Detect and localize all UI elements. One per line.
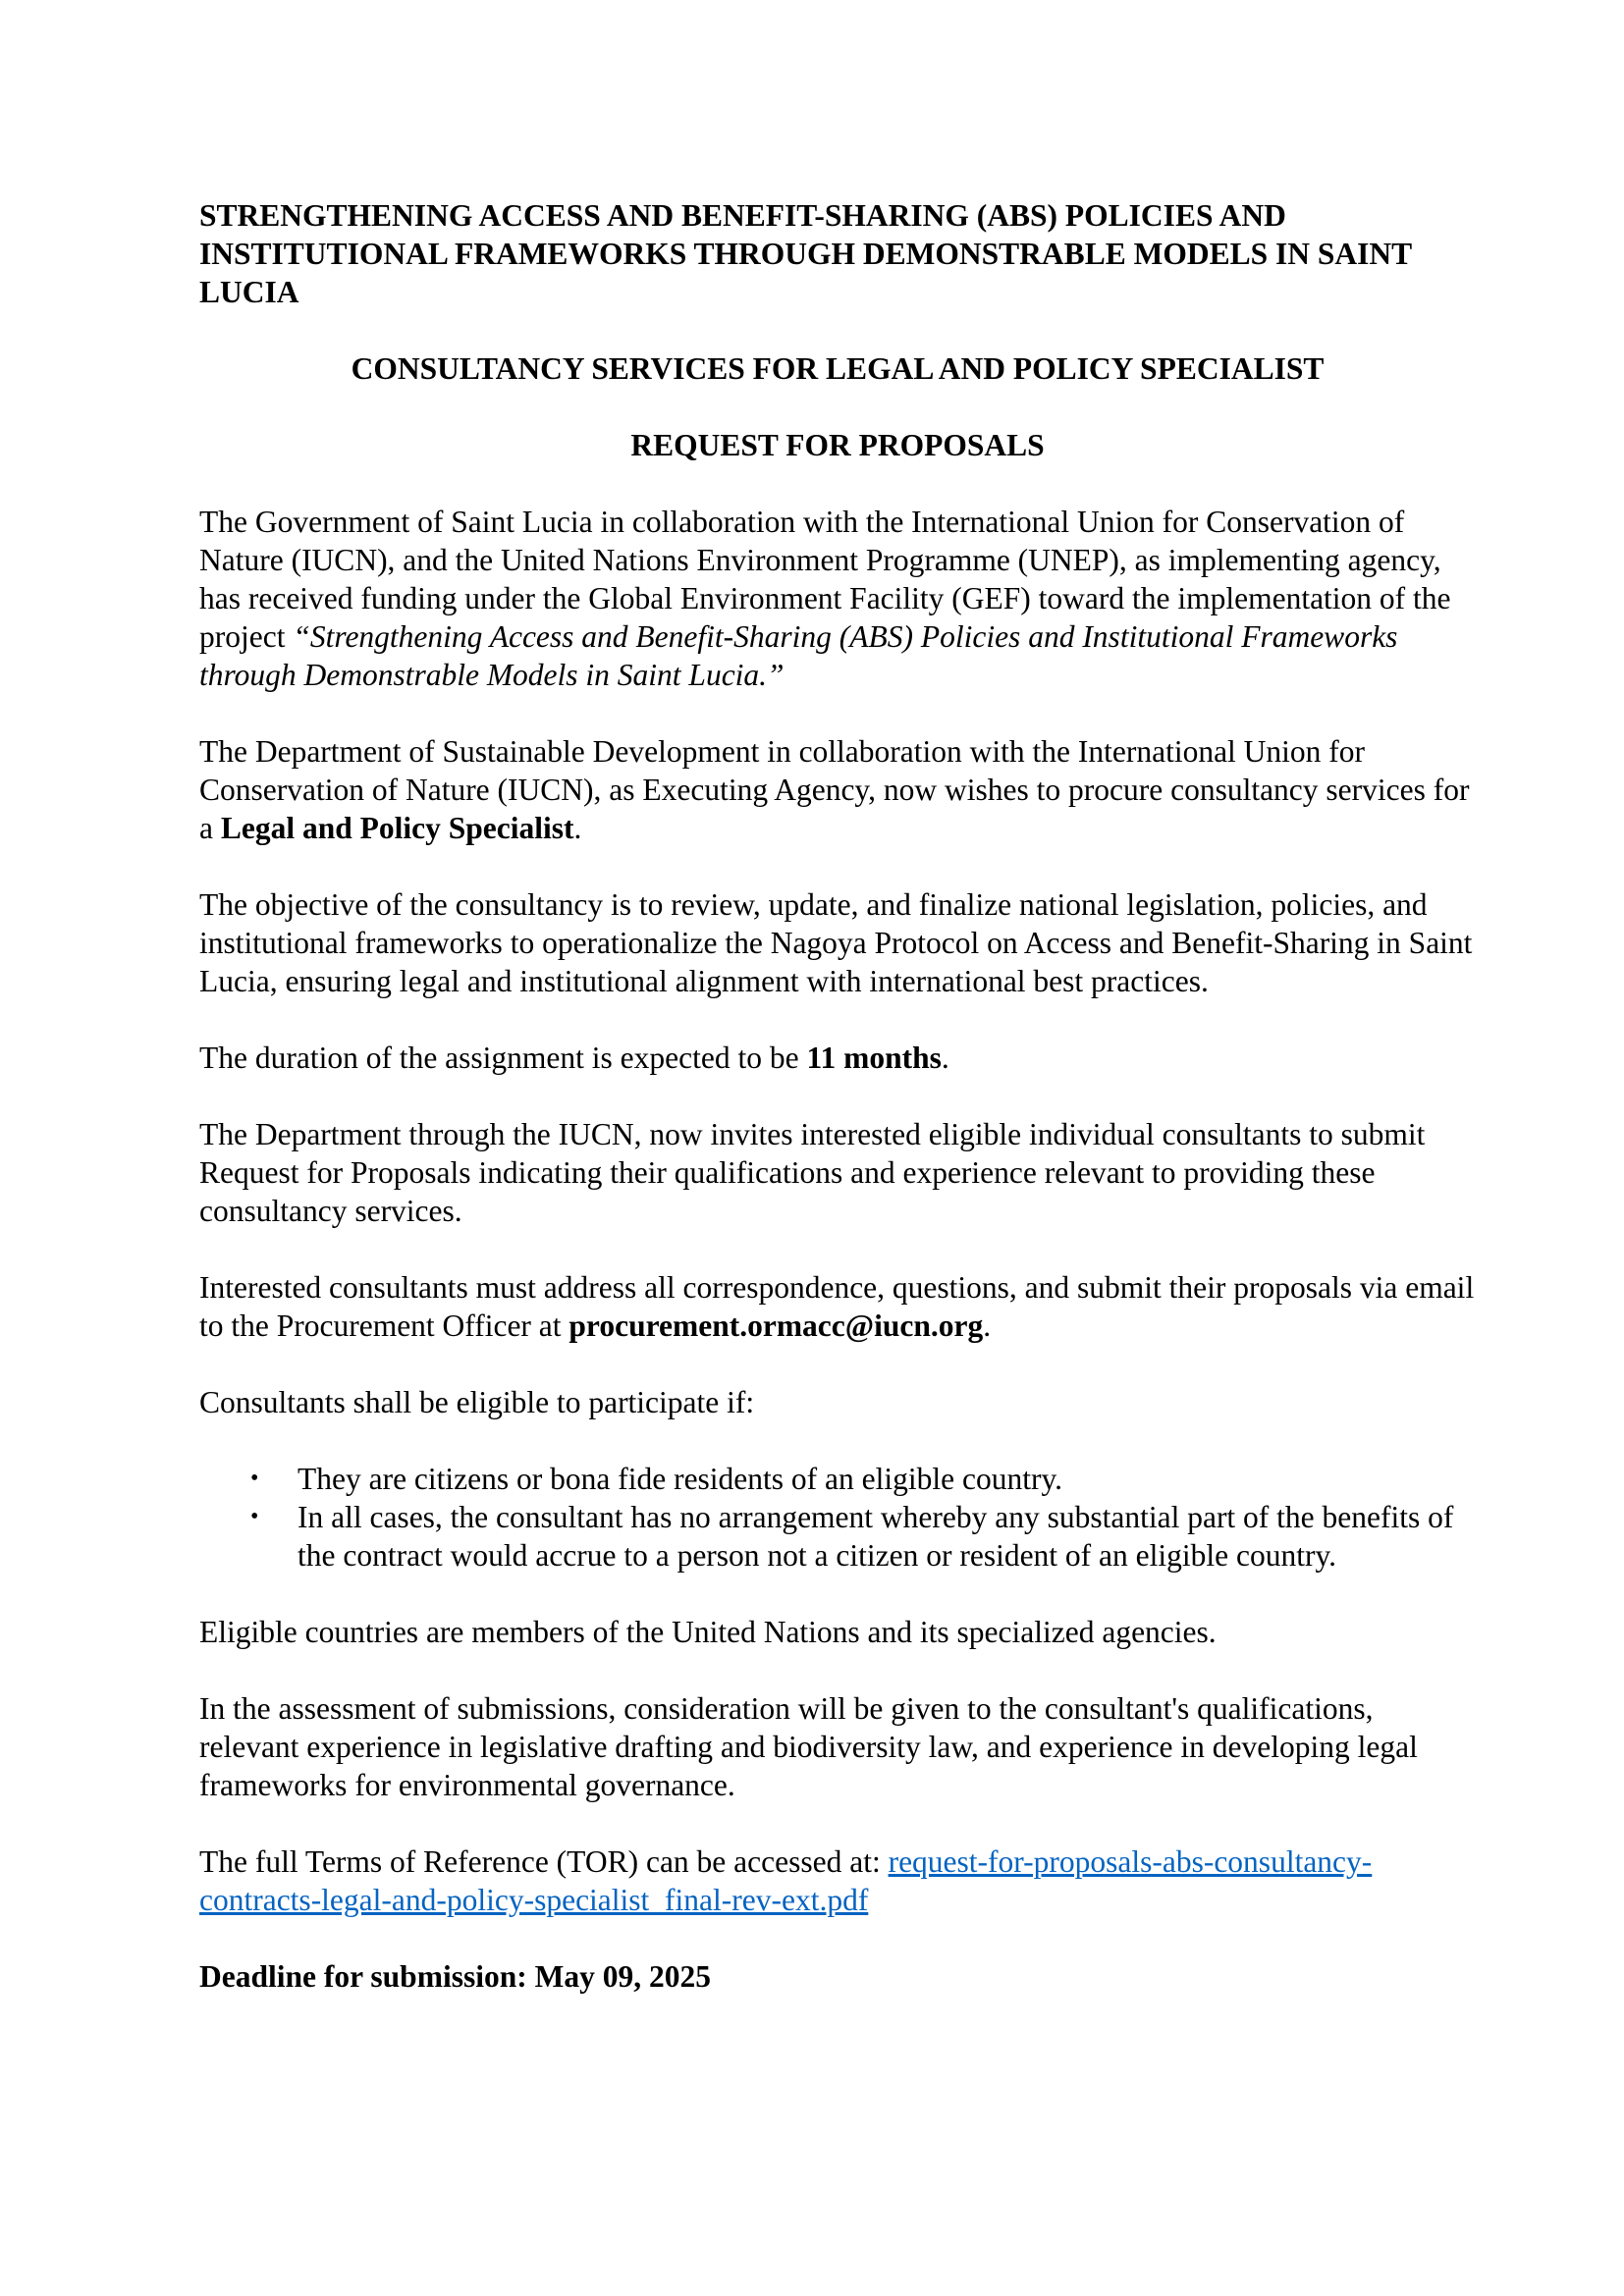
paragraph-duration-end: .	[941, 1041, 949, 1075]
paragraph-duration	[199, 1039, 1476, 1077]
document-page	[199, 196, 1476, 2034]
paragraph-tor-text: The full Terms of Reference (TOR) can be accessed at:	[199, 1844, 889, 1879]
paragraph-contact	[199, 1268, 1476, 1345]
list-item	[250, 1460, 1476, 1498]
paragraph-eligible-countries: Eligible countries are members of the United Nations and its specialized agencies.	[199, 1615, 1217, 1649]
paragraph-assessment: In the assessment of submissions, consideration will be given to the consultant's qualifications, relevant experience in legislative drafting and biodiversity law, and experience in developing legal frameworks for environmental governance.	[199, 1691, 1418, 1802]
paragraph-invitation: The Department through the IUCN, now invites interested eligible individual consultants to submit Request for Proposals indicating their qualifications and experience relevant to providing these consultancy services.	[199, 1117, 1426, 1228]
eligibility-list	[199, 1460, 1476, 1575]
duration-value: 11 months	[806, 1041, 942, 1075]
project-title: STRENGTHENING ACCESS AND BENEFIT-SHARING (ABS) POLICIES AND INSTITUTIONAL FRAMEWORKS THROUGH DEMONSTRABLE MODELS IN SAINT LUCIA	[199, 198, 1412, 309]
paragraph-tor	[199, 1842, 1476, 1919]
consultancy-title: CONSULTANCY SERVICES FOR LEGAL AND POLICY SPECIALIST	[351, 351, 1325, 386]
tor-link[interactable]: request-for-proposals-abs-consultancy-contracts-legal-and-policy-specialist_final-rev-ext.pdf	[199, 1844, 1373, 1917]
paragraph-contact-end: .	[983, 1308, 992, 1343]
bullet-icon: •	[250, 1504, 259, 1529]
paragraph-contact-text: Interested consultants must address all correspondence, questions, and submit their proposals via email to the Procurement Officer at	[199, 1270, 1475, 1343]
project-name-italic: “Strengthening Access and Benefit-Sharing (ABS) Policies and Institutional Frameworks through Demonstrable Models in Saint Lucia.”	[199, 619, 1398, 692]
paragraph-procurement-text: The Department of Sustainable Development in collaboration with the International Union for Conservation of Nature (IUCN), as Executing Agency, now wishes to procure consultancy services for a	[199, 734, 1470, 845]
paragraph-funding-text: The Government of Saint Lucia in collaboration with the International Union for Conservation of Nature (IUCN), and the United Nations Environment Programme (UNEP), as implementing agency, has received funding under the Global Environment Facility (GEF) toward the implementation of the project	[199, 505, 1451, 654]
paragraph-duration-text: The duration of the assignment is expected to be	[199, 1041, 807, 1075]
paragraph-procurement-end: .	[573, 811, 582, 845]
bullet-icon: •	[250, 1466, 259, 1491]
list-item	[250, 1498, 1476, 1575]
list-item-text: In all cases, the consultant has no arrangement whereby any substantial part of the benefits of the contract would accrue to a person not a citizen or resident of an eligible country.	[298, 1500, 1454, 1573]
rfp-title: REQUEST FOR PROPOSALS	[630, 428, 1045, 462]
list-item-text: They are citizens or bona fide residents of an eligible country.	[298, 1462, 1063, 1496]
paragraph-objective: The objective of the consultancy is to review, update, and finalize national legislation, policies, and institutional frameworks to operationalize the Nagoya Protocol on Access and Benefit-Sharing in Saint Lucia, ensuring legal and institutional alignment with international best practices.	[199, 887, 1473, 998]
paragraph-funding	[199, 503, 1476, 694]
deadline: Deadline for submission: May 09, 2025	[199, 1959, 711, 1994]
role-name: Legal and Policy Specialist	[220, 811, 574, 845]
procurement-email[interactable]: procurement.ormacc@iucn.org	[568, 1308, 984, 1343]
paragraph-eligibility-intro: Consultants shall be eligible to participate if:	[199, 1385, 755, 1419]
paragraph-procurement	[199, 732, 1476, 847]
